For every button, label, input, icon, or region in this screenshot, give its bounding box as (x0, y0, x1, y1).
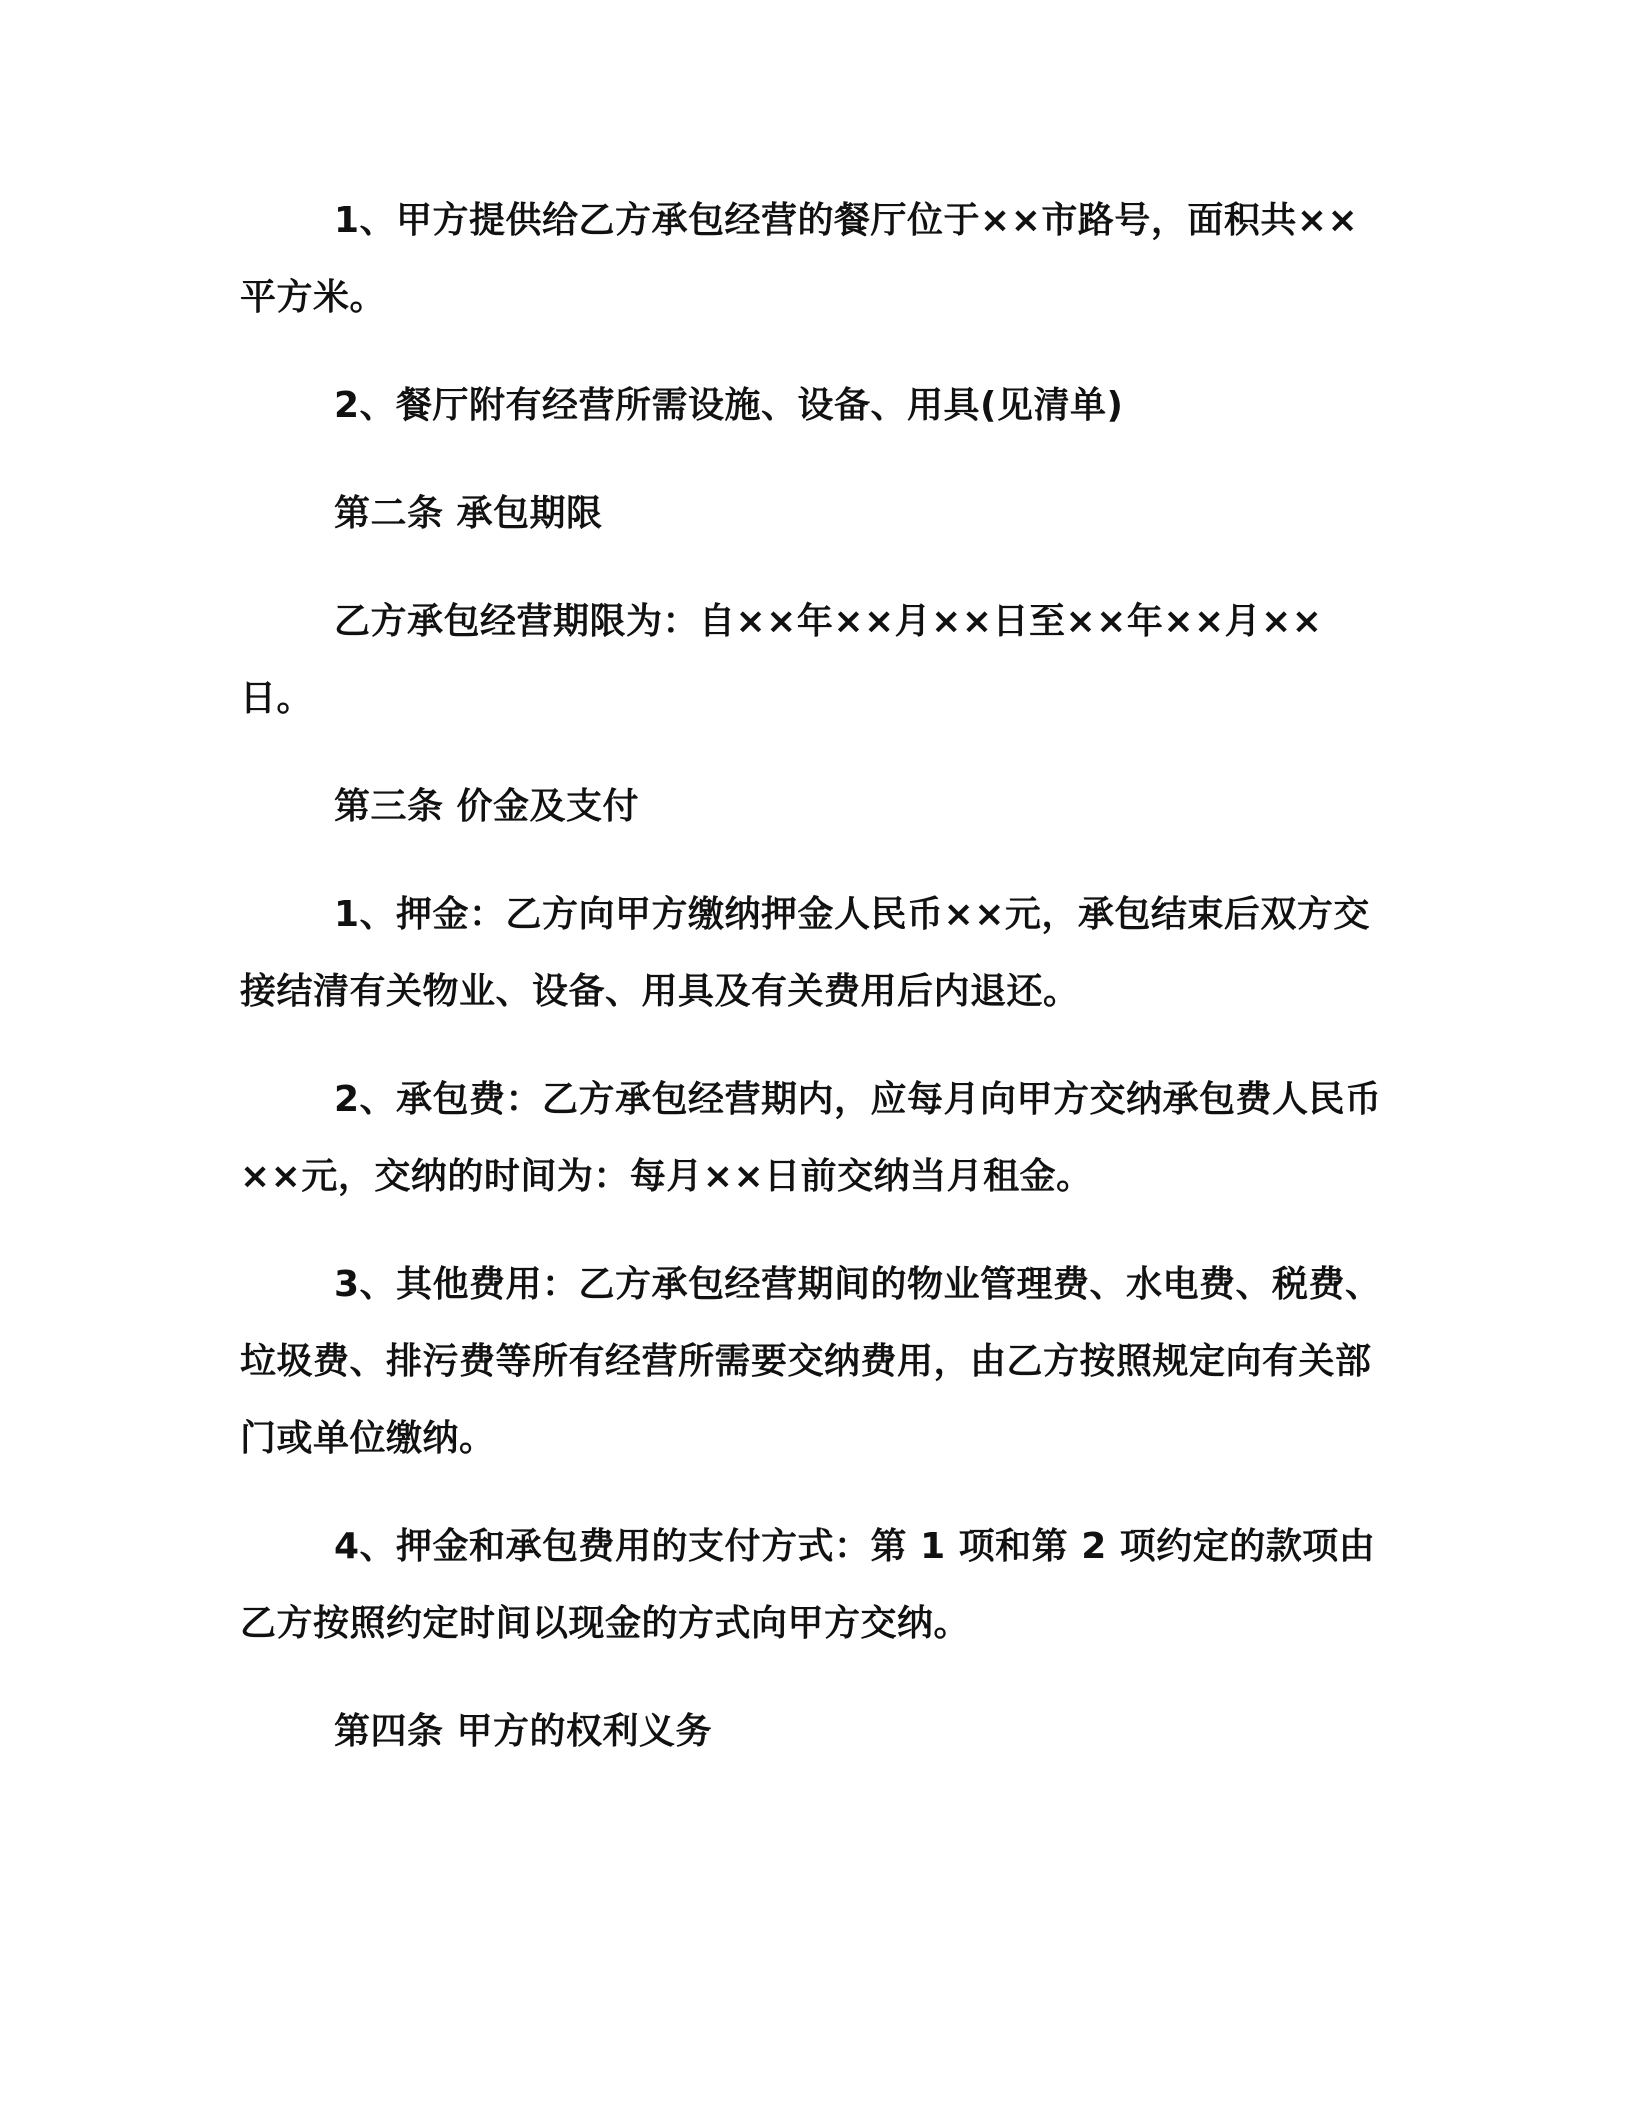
document-body (240, 182, 1390, 1770)
heading-article-4: 第四条 甲方的权利义务 (334, 1711, 713, 1752)
heading-article-3: 第三条 价金及支付 (334, 786, 640, 827)
paragraph-other-fees: 3、其他费用：乙方承包经营期间的物业管理费、水电费、税费、垃圾费、排污费等所有经营所需要交纳费用，由乙方按照规定向有关部门或单位缴纳。 (240, 1264, 1382, 1459)
paragraph-term: 乙方承包经营期限为：自××年××月××日至××年××月××日。 (240, 601, 1323, 719)
paragraph-deposit: 1、押金：乙方向甲方缴纳押金人民币××元，承包结束后双方交接结清有关物业、设备、用具及有关费用后内退还。 (240, 894, 1370, 1012)
paragraph-site-location: 1、甲方提供给乙方承包经营的餐厅位于××市路号，面积共××平方米。 (240, 200, 1359, 318)
heading-article-2: 第二条 承包期限 (334, 493, 603, 534)
paragraph-facilities: 2、餐厅附有经营所需设施、设备、用具(见清单) (334, 385, 1124, 426)
paragraph-contract-fee: 2、承包费：乙方承包经营期内，应每月向甲方交纳承包费人民币××元，交纳的时间为：每月××日前交纳当月租金。 (240, 1079, 1382, 1197)
paragraph-payment-method: 4、押金和承包费用的支付方式：第 1 项和第 2 项约定的款项由乙方按照约定时间以现金的方式向甲方交纳。 (240, 1526, 1376, 1644)
